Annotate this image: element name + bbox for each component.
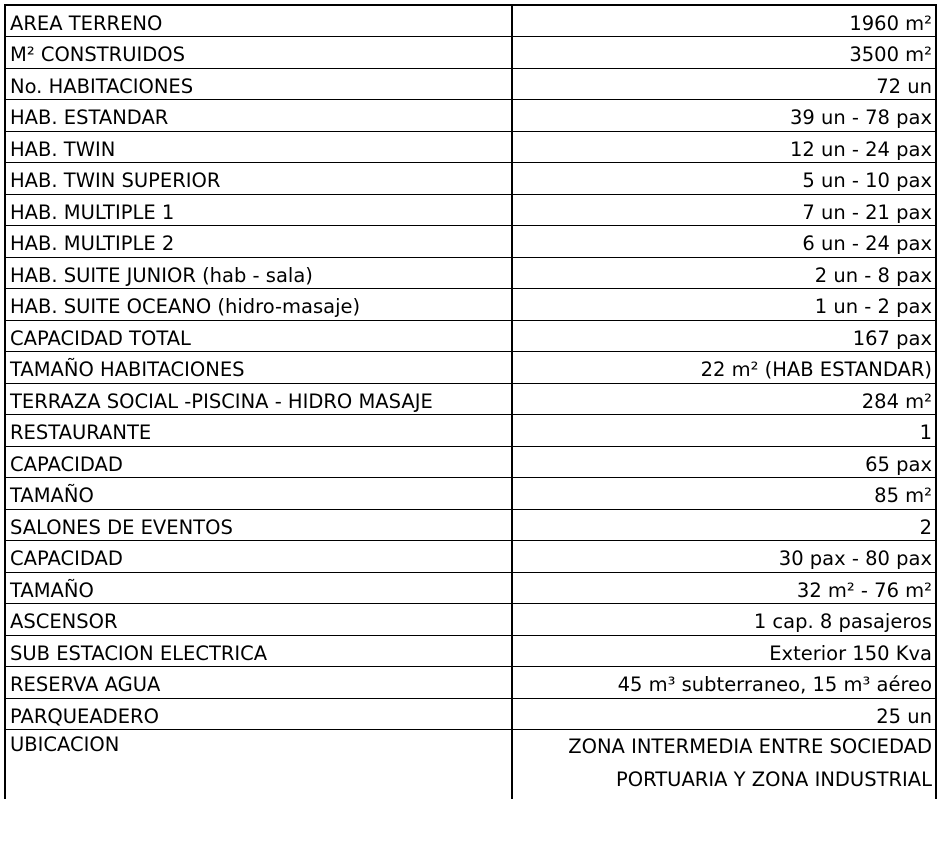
row-value: 39 un - 78 pax xyxy=(512,100,936,132)
row-value: 7 un - 21 pax xyxy=(512,194,936,226)
row-label: UBICACION xyxy=(5,730,512,800)
row-label: HAB. ESTANDAR xyxy=(5,100,512,132)
table-row xyxy=(5,383,936,415)
row-value: 1 xyxy=(512,415,936,447)
row-value: 22 m² (HAB ESTANDAR) xyxy=(512,352,936,384)
ubicacion-line-2: PORTUARIA Y ZONA INDUSTRIAL xyxy=(616,768,932,791)
row-label: RESTAURANTE xyxy=(5,415,512,447)
row-label: ASCENSOR xyxy=(5,604,512,636)
table-row xyxy=(5,446,936,478)
row-label: TAMAÑO xyxy=(5,572,512,604)
row-value: 85 m² xyxy=(512,478,936,510)
table-row xyxy=(5,415,936,447)
row-value: 12 un - 24 pax xyxy=(512,131,936,163)
row-label: RESERVA AGUA xyxy=(5,667,512,699)
row-label: HAB. MULTIPLE 1 xyxy=(5,194,512,226)
table-row xyxy=(5,572,936,604)
row-value: 65 pax xyxy=(512,446,936,478)
table-row xyxy=(5,257,936,289)
table-row xyxy=(5,68,936,100)
row-value: 5 un - 10 pax xyxy=(512,163,936,195)
row-value: 3500 m² xyxy=(512,37,936,69)
table-row-ubicacion xyxy=(5,730,936,800)
table-row xyxy=(5,667,936,699)
row-value: 1960 m² xyxy=(512,5,936,37)
row-label: AREA TERRENO xyxy=(5,5,512,37)
row-label: HAB. TWIN SUPERIOR xyxy=(5,163,512,195)
row-value: 30 pax - 80 pax xyxy=(512,541,936,573)
row-value: 167 pax xyxy=(512,320,936,352)
table-row xyxy=(5,604,936,636)
row-value: 1 cap. 8 pasajeros xyxy=(512,604,936,636)
table-row xyxy=(5,509,936,541)
row-value: 2 un - 8 pax xyxy=(512,257,936,289)
table-row xyxy=(5,698,936,730)
row-label: HAB. SUITE JUNIOR (hab - sala) xyxy=(5,257,512,289)
row-label: HAB. TWIN xyxy=(5,131,512,163)
table-row xyxy=(5,5,936,37)
table-row xyxy=(5,478,936,510)
row-label: TERRAZA SOCIAL -PISCINA - HIDRO MASAJE xyxy=(5,383,512,415)
row-label: No. HABITACIONES xyxy=(5,68,512,100)
row-label: SALONES DE EVENTOS xyxy=(5,509,512,541)
table-row xyxy=(5,100,936,132)
row-label: TAMAÑO HABITACIONES xyxy=(5,352,512,384)
row-value xyxy=(512,730,936,800)
row-value: 2 xyxy=(512,509,936,541)
table-row xyxy=(5,37,936,69)
row-value: 72 un xyxy=(512,68,936,100)
row-value: 25 un xyxy=(512,698,936,730)
row-label: CAPACIDAD xyxy=(5,541,512,573)
row-value: 1 un - 2 pax xyxy=(512,289,936,321)
row-label: HAB. MULTIPLE 2 xyxy=(5,226,512,258)
row-label: SUB ESTACION ELECTRICA xyxy=(5,635,512,667)
table-row xyxy=(5,541,936,573)
table-row xyxy=(5,226,936,258)
row-value: 6 un - 24 pax xyxy=(512,226,936,258)
table-row xyxy=(5,635,936,667)
table-row xyxy=(5,289,936,321)
specs-table xyxy=(4,4,937,799)
row-label: TAMAÑO xyxy=(5,478,512,510)
row-value: 32 m² - 76 m² xyxy=(512,572,936,604)
table-row xyxy=(5,320,936,352)
table-row xyxy=(5,131,936,163)
row-value: 45 m³ subterraneo, 15 m³ aéreo xyxy=(512,667,936,699)
row-label: CAPACIDAD TOTAL xyxy=(5,320,512,352)
table-row xyxy=(5,163,936,195)
row-value: Exterior 150 Kva xyxy=(512,635,936,667)
ubicacion-line-1: ZONA INTERMEDIA ENTRE SOCIEDAD xyxy=(568,735,932,758)
table-row xyxy=(5,352,936,384)
row-label: HAB. SUITE OCEANO (hidro-masaje) xyxy=(5,289,512,321)
row-label: M² CONSTRUIDOS xyxy=(5,37,512,69)
row-value: 284 m² xyxy=(512,383,936,415)
table-row xyxy=(5,194,936,226)
row-label: CAPACIDAD xyxy=(5,446,512,478)
row-label: PARQUEADERO xyxy=(5,698,512,730)
